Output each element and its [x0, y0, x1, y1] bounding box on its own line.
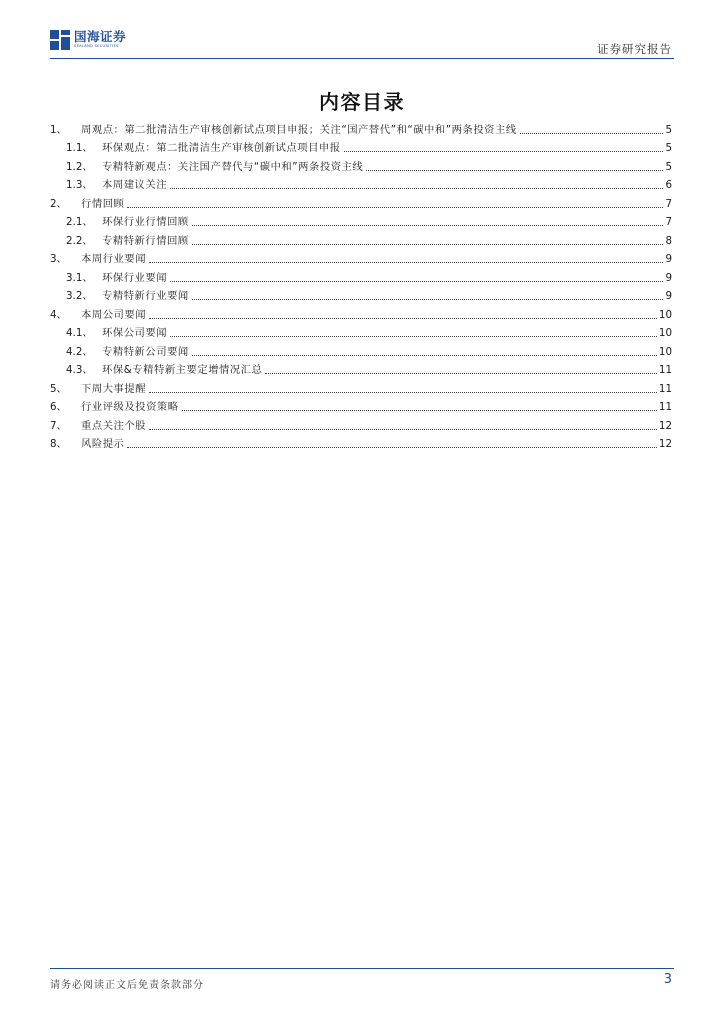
toc-entry-page: 7 — [665, 216, 672, 228]
toc-entry[interactable] — [50, 248, 672, 267]
toc-entry-page: 9 — [665, 271, 672, 284]
toc-entry-number: 2.2、 — [66, 234, 93, 247]
toc-entry-title: 专精特新行业要闻 — [102, 290, 189, 302]
toc-entry-title: 环保公司要闻 — [102, 327, 168, 339]
toc-leader-dots — [127, 447, 657, 448]
toc-leader-dots — [366, 170, 663, 171]
toc-entry[interactable] — [50, 174, 672, 193]
toc-entry-number: 3.1、 — [66, 271, 93, 284]
toc-entry-page: 10 — [658, 345, 672, 358]
toc-entry[interactable] — [50, 285, 672, 304]
toc-entry-number: 2.1、 — [66, 216, 93, 228]
toc-entry-number: 1.3、 — [66, 179, 93, 191]
toc-leader-dots — [170, 188, 663, 189]
toc-entry[interactable] — [50, 396, 672, 415]
toc-leader-dots — [192, 244, 663, 245]
toc-entry-title: 专精特新行情回顾 — [102, 234, 189, 247]
toc-entry-number: 2、 — [50, 197, 67, 210]
toc-entry-number: 1、 — [50, 123, 67, 136]
toc-entry-number: 3、 — [50, 253, 67, 265]
toc-leader-dots — [192, 225, 663, 226]
toc-entry-page: 7 — [665, 197, 672, 210]
toc-entry-page: 12 — [658, 438, 672, 450]
toc-entry-title: 本周公司要闻 — [81, 308, 147, 321]
toc-entry-page: 6 — [665, 179, 672, 191]
report-type-label: 证券研究报告 — [597, 42, 672, 56]
toc-entry[interactable] — [50, 340, 672, 359]
toc-entry-page: 5 — [665, 123, 672, 136]
toc-entry-title: 环保观点：第二批清洁生产审核创新试点项目申报 — [102, 142, 341, 154]
toc-entry-number: 1.1、 — [66, 142, 93, 154]
toc-leader-dots — [149, 262, 663, 263]
toc-entry[interactable] — [50, 266, 672, 285]
toc-entry-number: 4.1、 — [66, 327, 93, 339]
brand-name-en: SEALAND SECURITIES — [74, 44, 119, 49]
toc-entry-title: 风险提示 — [81, 438, 125, 450]
toc-entry[interactable] — [50, 229, 672, 248]
toc-entry-page: 9 — [665, 290, 672, 302]
toc-entry[interactable] — [50, 211, 672, 230]
toc-entry-page: 11 — [658, 382, 672, 395]
toc-leader-dots — [149, 429, 657, 430]
toc-entry-title: 专精特新观点：关注国产替代与“碳中和”两条投资主线 — [102, 160, 364, 173]
toc-entry-page: 8 — [665, 234, 672, 247]
toc-entry[interactable] — [50, 433, 672, 452]
toc-entry[interactable] — [50, 414, 672, 433]
toc-leader-dots — [265, 373, 656, 374]
toc-leader-dots — [149, 392, 657, 393]
toc-entry[interactable] — [50, 155, 672, 174]
toc-leader-dots — [170, 281, 663, 282]
toc-entry-page: 10 — [658, 327, 672, 339]
toc-entry-number: 6、 — [50, 401, 67, 413]
toc-entry-title: 环保行业行情回顾 — [102, 216, 189, 228]
toc-entry-title: 环保&专精特新主要定增情况汇总 — [102, 364, 263, 376]
toc-entry-page: 11 — [658, 364, 672, 376]
table-of-contents — [50, 118, 672, 451]
toc-entry-number: 1.2、 — [66, 160, 93, 173]
toc-entry-title: 行业评级及投资策略 — [81, 401, 179, 413]
toc-entry-title: 本周建议关注 — [102, 179, 168, 191]
page-header — [0, 0, 724, 62]
toc-entry-title: 环保行业要闻 — [102, 271, 168, 284]
toc-entry-title: 行情回顾 — [81, 197, 125, 210]
toc-entry-page: 5 — [665, 142, 672, 154]
toc-entry[interactable] — [50, 322, 672, 341]
disclaimer-text: 请务必阅读正文后免责条款部分 — [50, 980, 204, 991]
sealand-logo-icon — [50, 30, 70, 50]
toc-leader-dots — [344, 151, 663, 152]
toc-entry[interactable] — [50, 303, 672, 322]
toc-entry[interactable] — [50, 359, 672, 378]
toc-entry[interactable] — [50, 118, 672, 137]
toc-entry-title: 本周行业要闻 — [81, 253, 147, 265]
toc-entry-title: 重点关注个股 — [81, 419, 147, 432]
toc-entry-page: 10 — [658, 308, 672, 321]
toc-entry-page: 12 — [658, 419, 672, 432]
toc-entry[interactable] — [50, 192, 672, 211]
toc-entry-number: 8、 — [50, 438, 67, 450]
brand-name-cn: 国海证券 — [74, 28, 127, 44]
toc-leader-dots — [192, 355, 657, 356]
toc-entry[interactable] — [50, 137, 672, 156]
toc-leader-dots — [170, 336, 657, 337]
toc-entry-title: 周观点：第二批清洁生产审核创新试点项目申报；关注“国产替代”和“碳中和”两条投资主线 — [81, 123, 517, 136]
toc-leader-dots — [127, 207, 663, 208]
toc-entry[interactable] — [50, 377, 672, 396]
header-divider — [50, 58, 674, 59]
toc-entry-number: 7、 — [50, 419, 67, 432]
toc-entry-title: 下周大事提醒 — [81, 382, 147, 395]
toc-entry-page: 5 — [665, 160, 672, 173]
toc-entry-number: 4.3、 — [66, 364, 93, 376]
toc-leader-dots — [149, 318, 657, 319]
toc-leader-dots — [192, 299, 663, 300]
toc-entry-number: 4.2、 — [66, 345, 93, 358]
footer-divider — [50, 968, 674, 969]
toc-entry-number: 5、 — [50, 382, 67, 395]
toc-entry-title: 专精特新公司要闻 — [102, 345, 189, 358]
toc-entry-page: 9 — [665, 253, 672, 265]
brand-logo — [50, 30, 126, 50]
toc-entry-number: 4、 — [50, 308, 67, 321]
toc-title: 内容目录 — [319, 90, 405, 114]
toc-entry-page: 11 — [658, 401, 672, 413]
toc-leader-dots — [182, 410, 657, 411]
page-number: 3 — [663, 972, 672, 987]
toc-leader-dots — [520, 133, 663, 134]
toc-entry-number: 3.2、 — [66, 290, 93, 302]
